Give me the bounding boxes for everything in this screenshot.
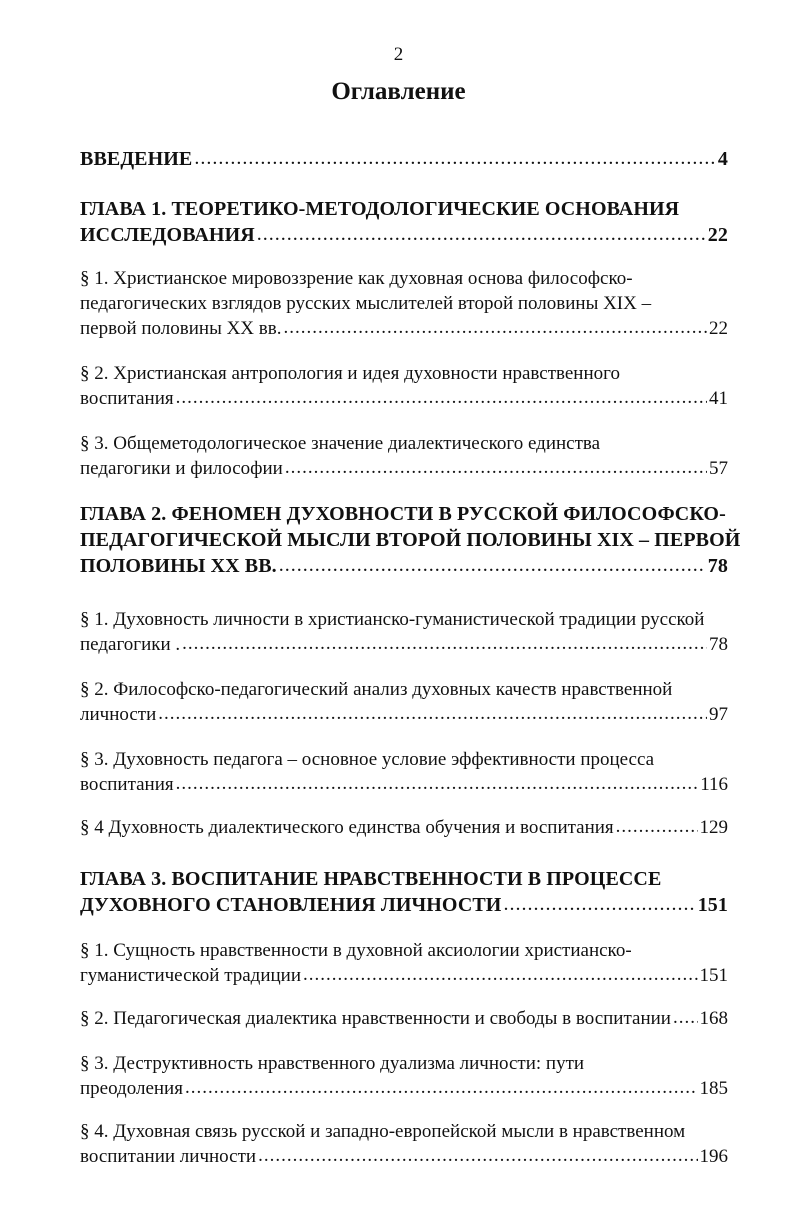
dot-leader — [616, 814, 698, 839]
dot-leader — [503, 891, 695, 917]
toc-section-entry — [80, 1006, 728, 1031]
dot-leader — [176, 385, 707, 410]
toc-section-entry — [80, 677, 728, 727]
toc-entry-text-line: воспитании личности — [80, 1146, 257, 1167]
dot-leader — [176, 771, 699, 796]
toc-entry-text-line: педагогики и философии — [80, 458, 283, 479]
toc-section-entry — [80, 607, 728, 657]
toc-page-number: 22 — [707, 224, 728, 246]
toc-page-number: 97 — [709, 704, 728, 725]
toc-title: Оглавление — [331, 78, 466, 105]
page-number: 2 — [393, 44, 404, 65]
toc-entry-last-line — [80, 316, 728, 341]
toc-entry-text-line: преодоления — [80, 1078, 183, 1099]
toc-entry-last-line — [80, 1144, 728, 1169]
toc-page-number: 151 — [697, 894, 728, 916]
toc-entry-text-line: ПЕДАГОГИЧЕСКОЙ МЫСЛИ ВТОРОЙ ПОЛОВИНЫ XIX – ПЕРВОЙ — [80, 529, 741, 551]
table-of-contents — [80, 146, 741, 1169]
toc-entry-text-line: § 2. Философско-педагогический анализ духовных качеств нравственной — [80, 679, 673, 700]
toc-entry-text-line: § 4. Духовная связь русской и западно-европейской мысли в нравственном — [80, 1121, 686, 1142]
toc-section-entry — [80, 361, 728, 411]
toc-entry-text-line: личности — [80, 704, 157, 725]
toc-section-entry — [80, 1051, 728, 1101]
dot-leader — [158, 701, 707, 726]
toc-section-entry — [80, 431, 728, 481]
toc-page-number: 4 — [717, 148, 728, 170]
toc-entry-text-line: первой половины XX вв. — [80, 318, 282, 339]
toc-page-number: 78 — [709, 634, 728, 655]
toc-section-entry — [80, 938, 728, 988]
toc-entry-text-line: § 3. Деструктивность нравственного дуализма личности: пути — [80, 1053, 585, 1074]
toc-entry-last-line — [80, 702, 728, 727]
toc-entry-text-line: педагогики . — [80, 634, 181, 655]
toc-section-entry — [80, 266, 728, 341]
toc-page-number: 41 — [709, 388, 728, 409]
toc-page-number: 151 — [699, 965, 728, 986]
dot-leader — [303, 962, 698, 987]
toc-entry-text-line: ВВЕДЕНИЕ — [80, 148, 193, 170]
dot-leader — [283, 315, 707, 340]
toc-chapter-entry — [80, 866, 728, 918]
toc-page-number: 78 — [707, 555, 728, 577]
toc-entry-last-line — [80, 1076, 728, 1101]
dot-leader — [258, 1143, 697, 1168]
toc-entry-text-line: педагогических взглядов русских мыслителей второй половины XIX – — [80, 293, 652, 314]
toc-entry-text-line: § 3. Общеметодологическое значение диалектического единства — [80, 433, 601, 454]
toc-entry-text-line: § 1. Сущность нравственности в духовной аксиологии христианско- — [80, 940, 632, 961]
toc-entry-text-line: § 2. Христианская антропология и идея духовности нравственного — [80, 363, 620, 384]
toc-entry-text-line: гуманистической традиции — [80, 965, 301, 986]
dot-leader — [673, 1005, 698, 1030]
toc-entry-last-line — [80, 632, 728, 657]
toc-page-number: 168 — [699, 1008, 728, 1029]
toc-entry-last-line — [80, 772, 728, 797]
toc-entry-text-line: воспитания — [80, 388, 174, 409]
toc-chapter-entry — [80, 196, 728, 248]
toc-entry-last-line — [80, 815, 728, 840]
dot-leader — [194, 145, 716, 171]
toc-entry-text-line: ГЛАВА 2. ФЕНОМЕН ДУХОВНОСТИ В РУССКОЙ ФИЛОСОФСКО- — [80, 503, 726, 525]
toc-chapter-entry — [80, 146, 728, 172]
toc-entry-last-line — [80, 222, 728, 248]
toc-page-number: 185 — [699, 1078, 728, 1099]
toc-page-number: 196 — [699, 1146, 728, 1167]
toc-entry-last-line — [80, 456, 728, 481]
toc-entry-last-line — [80, 386, 728, 411]
toc-entry-last-line — [80, 1006, 728, 1031]
toc-entry-text-line: § 2. Педагогическая диалектика нравственности и свободы в воспитании — [80, 1008, 671, 1029]
toc-page-number: 57 — [709, 458, 728, 479]
toc-entry-text-line: ГЛАВА 1. ТЕОРЕТИКО-МЕТОДОЛОГИЧЕСКИЕ ОСНОВАНИЯ — [80, 198, 680, 220]
dot-leader — [279, 552, 706, 578]
toc-entry-last-line — [80, 553, 728, 579]
dot-leader — [182, 631, 707, 656]
toc-entry-text-line: ДУХОВНОГО СТАНОВЛЕНИЯ ЛИЧНОСТИ — [80, 894, 502, 916]
toc-entry-text-line: § 3. Духовность педагога – основное условие эффективности процесса — [80, 749, 655, 770]
toc-section-entry — [80, 747, 728, 797]
toc-entry-last-line — [80, 892, 728, 918]
toc-entry-text-line: § 1. Христианское мировоззрение как духовная основа философско- — [80, 268, 633, 289]
dot-leader — [257, 221, 706, 247]
toc-chapter-entry — [80, 501, 741, 579]
toc-page-number: 129 — [699, 817, 728, 838]
toc-page-number: 22 — [709, 318, 728, 339]
dot-leader — [185, 1075, 698, 1100]
toc-section-entry — [80, 815, 728, 840]
toc-page-number: 116 — [700, 774, 728, 795]
toc-section-entry — [80, 1119, 728, 1169]
toc-entry-text-line: воспитания — [80, 774, 174, 795]
toc-entry-text-line: § 4 Духовность диалектического единства обучения и воспитания — [80, 817, 614, 838]
toc-entry-last-line — [80, 146, 728, 172]
toc-entry-text-line: § 1. Духовность личности в христианско-гуманистической традиции русской — [80, 609, 705, 630]
toc-entry-last-line — [80, 963, 728, 988]
dot-leader — [285, 455, 707, 480]
toc-entry-text-line: ГЛАВА 3. ВОСПИТАНИЕ НРАВСТВЕННОСТИ В ПРОЦЕССЕ — [80, 868, 662, 890]
toc-entry-text-line: ИССЛЕДОВАНИЯ — [80, 224, 255, 246]
toc-entry-text-line: ПОЛОВИНЫ XX ВВ. — [80, 555, 277, 577]
